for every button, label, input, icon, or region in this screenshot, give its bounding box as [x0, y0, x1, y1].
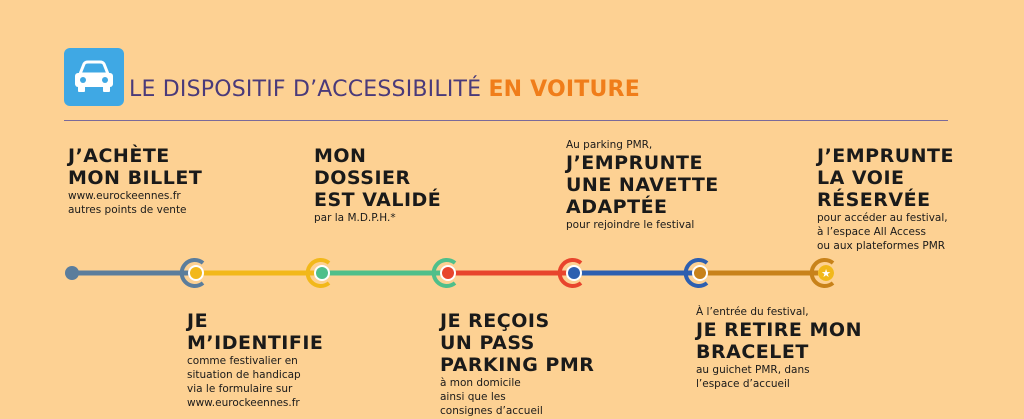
step-4-sub: à mon domicile ainsi que les consignes d’accueil — [440, 377, 543, 417]
step-5-head: J’EMPRUNTE UNE NAVETTE ADAPTÉE — [566, 152, 719, 218]
step-2-head: JE M’IDENTIFIE — [187, 310, 324, 354]
timeline-node-dot — [442, 267, 454, 279]
step-7-sub: pour accéder au festival, à l’espace All Access ou aux plateformes PMR — [817, 212, 948, 252]
step-1-sub: www.eurockeennes.fr autres points de vente — [68, 190, 187, 216]
timeline-node-dot — [190, 267, 202, 279]
step-5-sub: pour rejoindre le festival — [566, 219, 695, 231]
star-icon: ★ — [821, 267, 831, 280]
step-1-head: J’ACHÈTE MON BILLET — [68, 145, 203, 189]
timeline-node-dot — [316, 267, 328, 279]
step-receive-pass — [440, 310, 594, 418]
step-2-sub: comme festivalier en situation de handicap via le formulaire sur www.eurockeennes.fr — [187, 355, 301, 409]
step-file-validated — [314, 145, 441, 225]
step-6-head: JE RETIRE MON BRACELET — [696, 319, 862, 363]
step-3-head: MON DOSSIER EST VALIDÉ — [314, 145, 442, 211]
step-shuttle — [566, 138, 719, 232]
step-7-head: J’EMPRUNTE LA VOIE RÉSERVÉE — [817, 145, 954, 211]
step-buy-ticket — [68, 145, 202, 217]
timeline-node-dot — [694, 267, 706, 279]
title-accent: EN VOITURE — [488, 77, 640, 102]
title-main: LE DISPOSITIF D’ACCESSIBILITÉ — [129, 77, 489, 102]
step-6-sub: au guichet PMR, dans l’espace d’accueil — [696, 364, 810, 390]
step-3-sub: par la M.D.P.H.* — [314, 212, 396, 224]
step-6-pre: À l’entrée du festival, — [696, 306, 809, 318]
timeline-start-dot — [65, 266, 79, 280]
timeline-node-dot — [568, 267, 580, 279]
step-5-pre: Au parking PMR, — [566, 139, 653, 151]
step-identify — [187, 310, 323, 410]
step-bracelet — [696, 305, 862, 391]
step-reserved-lane — [817, 145, 954, 253]
step-4-head: JE REÇOIS UN PASS PARKING PMR — [440, 310, 595, 376]
